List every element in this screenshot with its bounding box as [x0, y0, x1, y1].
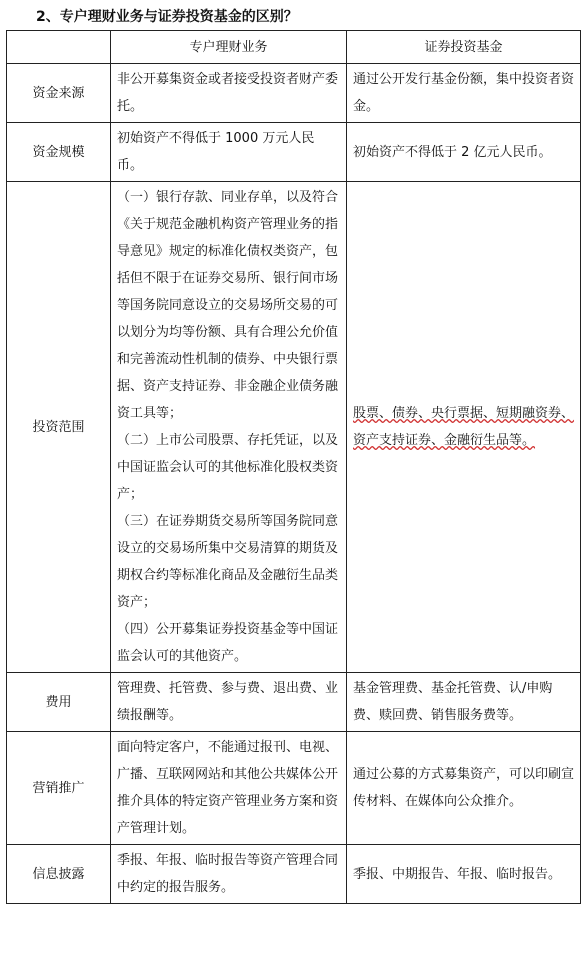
separate-account-cell: [111, 845, 347, 904]
separate-account-cell: [111, 732, 347, 845]
row-label: 营销推广: [7, 732, 111, 845]
table-row-fund-scale: [7, 123, 581, 182]
cell-text: 管理费、托管费、参与费、退出费、业绩报酬等。: [117, 681, 339, 723]
cell-paragraph: （三）在证券期货交易所等国务院同意设立的交易场所集中交易清算的期货及期权合约等标准化商品及金融衍生品类资产；: [117, 514, 339, 610]
cell-text: 初始资产不得低于 1000 万元人民币。: [117, 131, 315, 173]
row-label: 信息披露: [7, 845, 111, 904]
table-row-fees: [7, 673, 581, 732]
cell-text: 通过公开发行基金份额，集中投资者资金。: [353, 72, 575, 114]
securities-fund-cell: [347, 182, 581, 673]
table-row-investment-scope: [7, 182, 581, 673]
cell-paragraph: （二）上市公司股票、存托凭证，以及中国证监会认可的其他标准化股权类资产；: [117, 433, 339, 502]
securities-fund-cell: [347, 673, 581, 732]
header-cell-separate-account: 专户理财业务: [111, 31, 347, 64]
cell-text: 初始资产不得低于 2 亿元人民币。: [353, 144, 552, 160]
securities-fund-cell: [347, 64, 581, 123]
cell-text: 非公开募集资金或者接受投资者财产委托。: [117, 72, 339, 114]
cell-text: 季报、中期报告、年报、临时报告。: [353, 866, 562, 882]
cell-text: 季报、年报、临时报告等资产管理合同中约定的报告服务。: [117, 853, 339, 895]
header-cell-securities-fund: 证券投资基金: [347, 31, 581, 64]
separate-account-cell: [111, 123, 347, 182]
comparison-table: [6, 30, 581, 904]
row-label: 费用: [7, 673, 111, 732]
row-label: 投资范围: [7, 182, 111, 673]
cell-text: 股票、债券、央行票据、短期融资券、资产支持证券、金融衍生品等。: [353, 406, 575, 448]
separate-account-cell: [111, 64, 347, 123]
header-cell-blank: [7, 31, 111, 64]
securities-fund-cell: [347, 845, 581, 904]
cell-text: 基金管理费、基金托管费、认/申购费、赎回费、销售服务费等。: [353, 681, 553, 723]
row-label: 资金规模: [7, 123, 111, 182]
securities-fund-cell: [347, 732, 581, 845]
row-label: 资金来源: [7, 64, 111, 123]
cell-text: 通过公募的方式募集资产，可以印刷宣传材料、在媒体向公众推介。: [353, 767, 575, 809]
separate-account-cell: [111, 673, 347, 732]
separate-account-cell: [111, 182, 347, 673]
securities-fund-cell: [347, 123, 581, 182]
cell-paragraph: （四）公开募集证券投资基金等中国证监会认可的其他资产。: [117, 622, 339, 664]
cell-paragraph: （一）银行存款、同业存单，以及符合《关于规范金融机构资产管理业务的指导意见》规定的标准化债权类资产，包括但不限于在证券交易所、银行间市场等国务院同意设立的交易场所交易的可以划分为均等份额、具有合理公允价值和完善流动性机制的债券、中央银行票据、资产支持证券、非金融企业债务融资工具等；: [117, 190, 339, 421]
cell-text: 面向特定客户，不能通过报刊、电视、广播、互联网网站和其他公共媒体公开推介具体的特定资产管理业务方案和资产管理计划。: [117, 740, 339, 836]
table-row-disclosure: [7, 845, 581, 904]
table-row-fund-source: [7, 64, 581, 123]
table-row-marketing: [7, 732, 581, 845]
page-title: 2、专户理财业务与证券投资基金的区别？: [36, 9, 298, 25]
table-header-row: [7, 31, 581, 64]
